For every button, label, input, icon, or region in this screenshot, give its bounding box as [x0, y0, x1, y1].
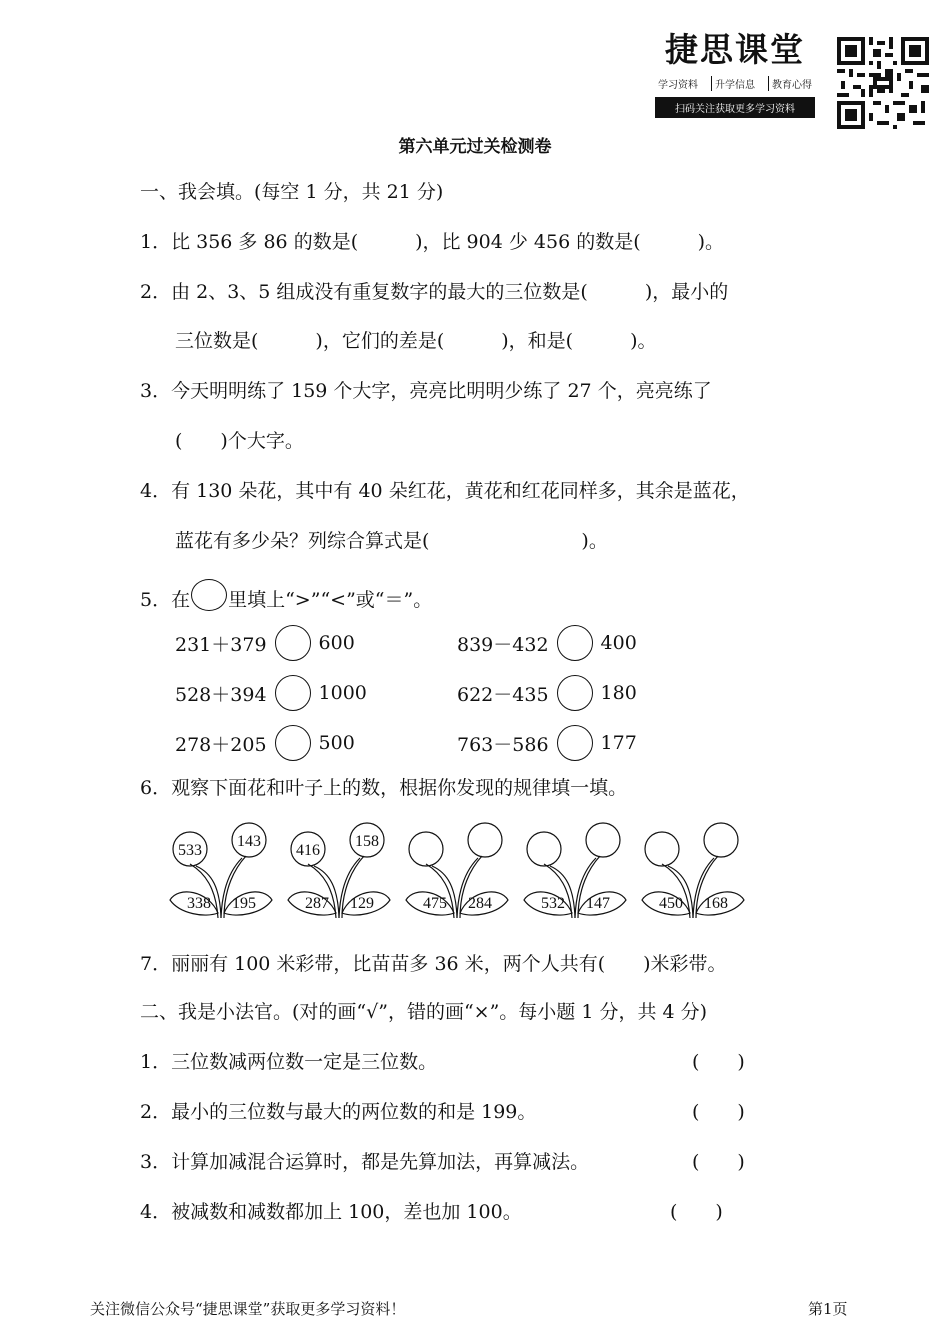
answer-circle[interactable]: [275, 725, 311, 761]
comparison-item: [457, 625, 637, 661]
answer-circle[interactable]: [557, 725, 593, 761]
question-1: 1．比 356 多 86 的数是( )，比 904 少 456 的数是( )。: [140, 231, 725, 253]
judge-item-text: 2．最小的三位数与最大的两位数的和是 199。: [140, 1101, 537, 1123]
flower-number: 533: [178, 842, 202, 859]
comparison-item: [175, 725, 355, 761]
answer-circle[interactable]: [275, 675, 311, 711]
brand-header: [655, 30, 815, 118]
leaf-number: 195: [232, 895, 256, 912]
comparison-right: 1000: [318, 682, 367, 704]
brand-tag: 学习资料: [658, 80, 698, 91]
brand-bar: 扫码关注获取更多学习资料: [655, 97, 815, 118]
question-2-line2: 三位数是( )，它们的差是( )，和是( )。: [175, 330, 657, 352]
judge-answer-blank[interactable]: ( ): [692, 1151, 745, 1173]
question-6: 6．观察下面花和叶子上的数，根据你发现的规律填一填。: [140, 777, 628, 799]
flower-number: 143: [237, 833, 261, 850]
comparison-left: 278＋205: [175, 733, 267, 756]
comparison-item: [457, 675, 637, 711]
question-3-line2: ( )个大字。: [175, 430, 304, 452]
page-number: 第1页: [808, 1300, 848, 1318]
flower-circle: [704, 823, 738, 857]
judge-answer-blank[interactable]: ( ): [670, 1201, 723, 1223]
answer-circle[interactable]: [275, 625, 311, 661]
qr-code-icon: [837, 37, 929, 129]
brand-tag: 教育心得: [768, 76, 815, 91]
answer-circle[interactable]: [557, 625, 593, 661]
brand-tags: [655, 76, 815, 91]
comparison-left: 763－586: [457, 733, 549, 756]
leaf-number: 287: [305, 895, 329, 912]
flower-number: 416: [296, 842, 320, 859]
comparison-item: [175, 675, 367, 711]
question-5-suffix: 里填上“>”“<”或“＝”。: [228, 589, 433, 611]
leaf-number: 284: [468, 895, 492, 912]
comparison-right: 600: [318, 632, 355, 654]
comparison-left: 622－435: [457, 683, 549, 706]
leaf-number: 532: [541, 895, 565, 912]
flower-number: 158: [355, 833, 379, 850]
flower-circle: [468, 823, 502, 857]
judge-item-text: 3．计算加减混合运算时，都是先算加法，再算减法。: [140, 1151, 590, 1173]
judge-answer-blank[interactable]: ( ): [692, 1051, 745, 1073]
leaf-number: 475: [423, 895, 447, 912]
leaf-number: 147: [586, 895, 610, 912]
brand-name: 捷思课堂: [665, 30, 805, 69]
flower-circle: [409, 832, 443, 866]
judge-item-text: 1．三位数减两位数一定是三位数。: [140, 1051, 438, 1073]
question-4-line1: 4．有 130 朵花，其中有 40 朵红花，黄花和红花同样多，其余是蓝花，: [140, 480, 750, 502]
footer-note: 关注微信公众号“捷思课堂”获取更多学习资料！: [90, 1300, 406, 1318]
leaf-number: 129: [350, 895, 374, 912]
leaf-number: 338: [187, 895, 211, 912]
question-4-line2: 蓝花有多少朵？列综合算式是( )。: [175, 530, 608, 552]
comparison-right: 177: [600, 732, 637, 754]
judge-item-text: 4．被减数和减数都加上 100，差也加 100。: [140, 1201, 522, 1223]
comparison-left: 839－432: [457, 633, 549, 656]
leaf-number: 168: [704, 895, 728, 912]
flower-circle: [586, 823, 620, 857]
flower-diagram: [160, 818, 760, 928]
question-2-line1: 2．由 2、3、5 组成没有重复数字的最大的三位数是( )，最小的: [140, 281, 729, 303]
comparison-right: 400: [600, 632, 637, 654]
question-7: 7．丽丽有 100 米彩带，比苗苗多 36 米，两个人共有( )米彩带。: [140, 953, 727, 975]
comparison-right: 500: [318, 732, 355, 754]
leaf-number: 450: [659, 895, 683, 912]
flower-circle: [645, 832, 679, 866]
answer-circle[interactable]: [557, 675, 593, 711]
judge-answer-blank[interactable]: ( ): [692, 1101, 745, 1123]
flower-circle: [527, 832, 561, 866]
section1-heading: 一、我会填。(每空 1 分，共 21 分): [140, 181, 444, 203]
comparison-left: 528＋394: [175, 683, 267, 706]
section2-heading: 二、我是小法官。(对的画“√”，错的画“×”。每小题 1 分，共 4 分): [140, 1001, 708, 1023]
comparison-item: [175, 625, 355, 661]
comparison-left: 231＋379: [175, 633, 267, 656]
brand-tag: 升学信息: [711, 76, 758, 91]
comparison-right: 180: [600, 682, 637, 704]
page-title: 第六单元过关检测卷: [398, 137, 552, 157]
question-5-prefix: 5．在: [140, 589, 191, 611]
comparison-item: [457, 725, 637, 761]
question-3-line1: 3．今天明明练了 159 个大字，亮亮比明明少练了 27 个，亮亮练了: [140, 380, 712, 402]
circle-icon: [191, 579, 227, 611]
question-5: [140, 585, 432, 617]
